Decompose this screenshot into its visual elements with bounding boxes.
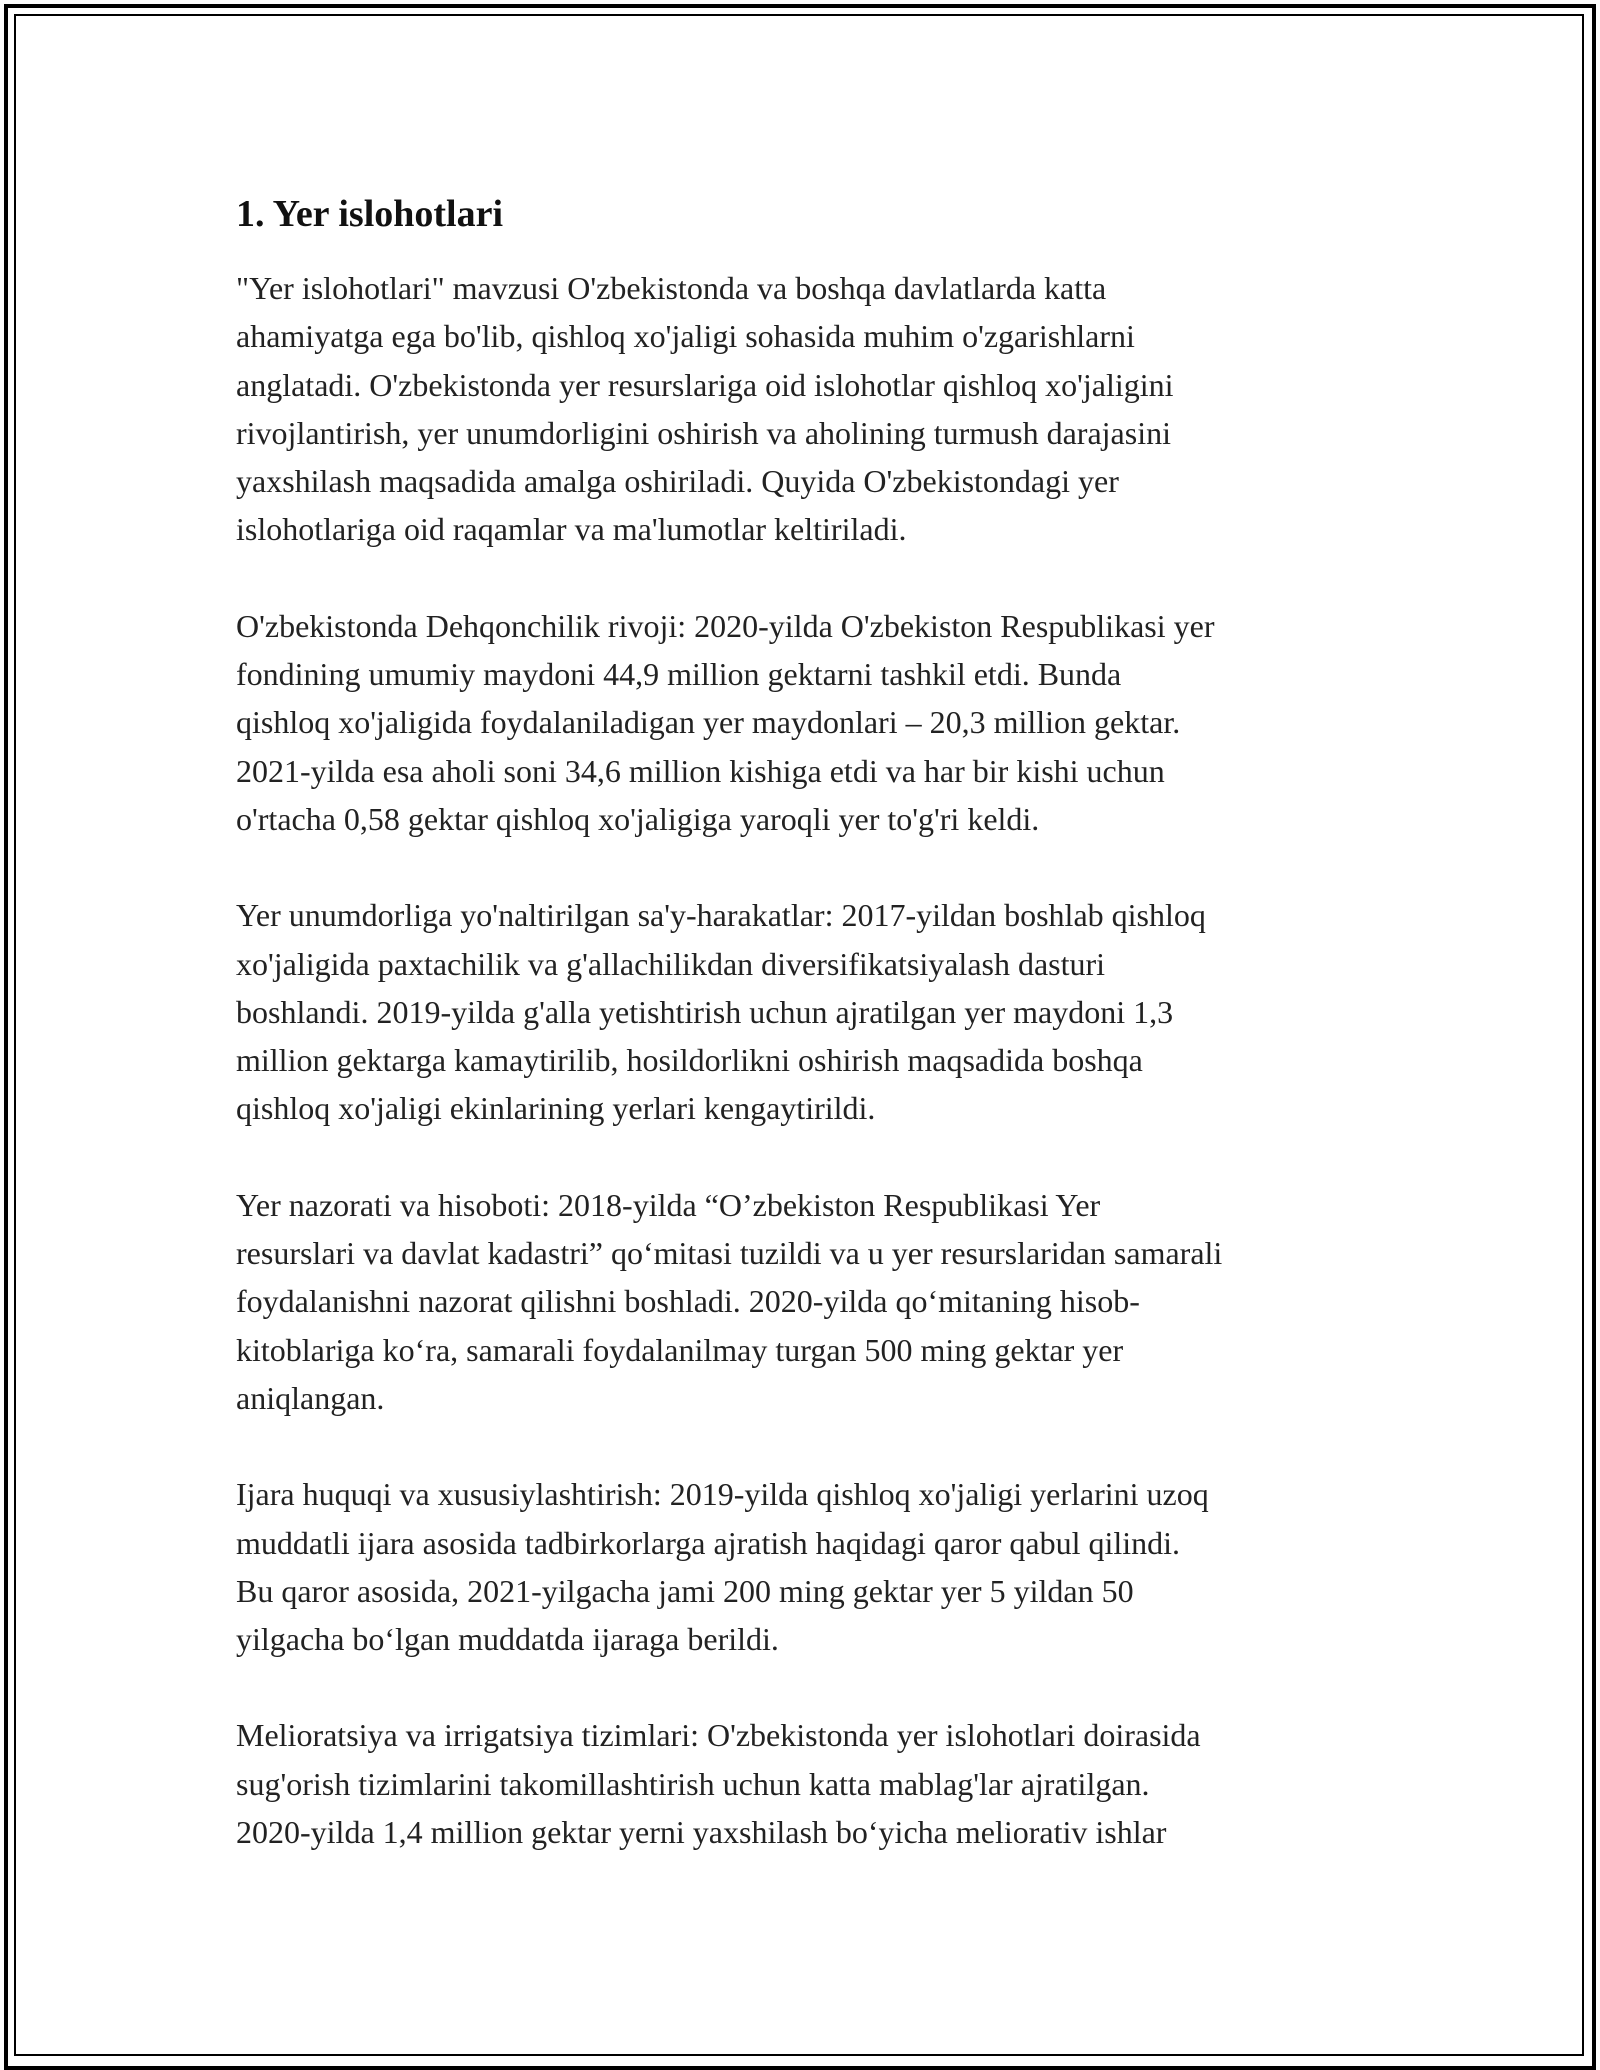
paragraph-line: o'rtacha 0,58 gektar qishloq xo'jaligiga yaroqli yer to'g'ri keldi.: [236, 800, 1040, 837]
paragraph-yer-unumdorligi: [236, 891, 1376, 1132]
paragraph-line: 2020-yilda 1,4 million gektar yerni yaxshilash bo‘yicha meliorativ ishlar: [236, 1814, 1167, 1851]
paragraph-line: Bu qaror asosida, 2021-yilgacha jami 200 ming gektar yer 5 yildan 50: [236, 1572, 1134, 1609]
paragraph-line: xo'jaligida paxtachilik va g'allachilikdan diversifikatsiyalash dasturi: [236, 945, 1106, 982]
paragraph-dehqonchilik: [236, 602, 1376, 843]
paragraph-line: boshlandi. 2019-yilda g'alla yetishtirish uchun ajratilgan yer maydoni 1,3: [236, 993, 1174, 1030]
paragraph-line: Ijara huquqi va xususiylashtirish: 2019-yilda qishloq xo'jaligi yerlarini uzoq: [236, 1476, 1209, 1513]
paragraph-line: yaxshilash maqsadida amalga oshiriladi. Quyida O'zbekistondagi yer: [236, 463, 1119, 500]
paragraph-intro: [236, 264, 1376, 554]
paragraph-line: qishloq xo'jaligida foydalaniladigan yer maydonlari – 20,3 million gektar.: [236, 704, 1181, 741]
paragraph-ijara-huquqi: [236, 1470, 1376, 1663]
paragraph-line: aniqlangan.: [236, 1379, 385, 1416]
paragraph-line: kitoblariga ko‘ra, samarali foydalanilmay turgan 500 ming gektar yer: [236, 1331, 1124, 1368]
paragraph-line: million gektarga kamaytirilib, hosildorlikni oshirish maqsadida boshqa: [236, 1042, 1143, 1079]
paragraph-line: Yer unumdorliga yo'naltirilgan sa'y-harakatlar: 2017-yildan boshlab qishloq: [236, 897, 1206, 934]
paragraph-line: rivojlantirish, yer unumdorligini oshirish va aholining turmush darajasini: [236, 414, 1171, 451]
paragraph-line: foydalanishni nazorat qilishni boshladi. 2020-yilda qo‘mitaning hisob-: [236, 1283, 1140, 1320]
paragraph-line: qishloq xo'jaligi ekinlarining yerlari kengaytirildi.: [236, 1090, 876, 1127]
paragraph-line: sug'orish tizimlarini takomillashtirish uchun katta mablag'lar ajratilgan.: [236, 1765, 1150, 1802]
paragraph-line: "Yer islohotlari" mavzusi O'zbekistonda va boshqa davlatlarda katta: [236, 270, 1107, 306]
paragraph-line: islohotlariga oid raqamlar va ma'lumotlar keltiriladi.: [236, 511, 907, 548]
paragraph-yer-nazorati: [236, 1181, 1376, 1422]
paragraph-line: fondining umumiy maydoni 44,9 million gektarni tashkil etdi. Bunda: [236, 656, 1122, 693]
section-heading: 1. Yer islohotlari: [236, 193, 504, 235]
paragraph-line: 2021-yilda esa aholi soni 34,6 million kishiga etdi va har bir kishi uchun: [236, 752, 1165, 789]
paragraph-melioratsiya: [236, 1711, 1376, 1856]
paragraph-line: resurslari va davlat kadastri” qo‘mitasi tuzildi va u yer resurslaridan samarali: [236, 1235, 1223, 1272]
paragraph-line: O'zbekistonda Dehqonchilik rivoji: 2020-yilda O'zbekiston Respublikasi yer: [236, 607, 1215, 644]
paragraph-line: yilgacha bo‘lgan muddatda ijaraga berildi.: [236, 1621, 779, 1658]
paragraph-line: Yer nazorati va hisoboti: 2018-yilda “O’zbekiston Respublikasi Yer: [236, 1186, 1101, 1223]
paragraph-line: muddatli ijara asosida tadbirkorlarga ajratish haqidagi qaror qabul qilindi.: [236, 1524, 1181, 1561]
paragraph-line: anglatadi. O'zbekistonda yer resurslariga oid islohotlar qishloq xo'jaligini: [236, 366, 1174, 403]
paragraph-line: ahamiyatga ega bo'lib, qishloq xo'jaligi sohasida muhim o'zgarishlarni: [236, 318, 1135, 355]
paragraph-line: Melioratsiya va irrigatsiya tizimlari: O'zbekistonda yer islohotlari doirasida: [236, 1717, 1201, 1754]
document-body: [236, 188, 1376, 1904]
